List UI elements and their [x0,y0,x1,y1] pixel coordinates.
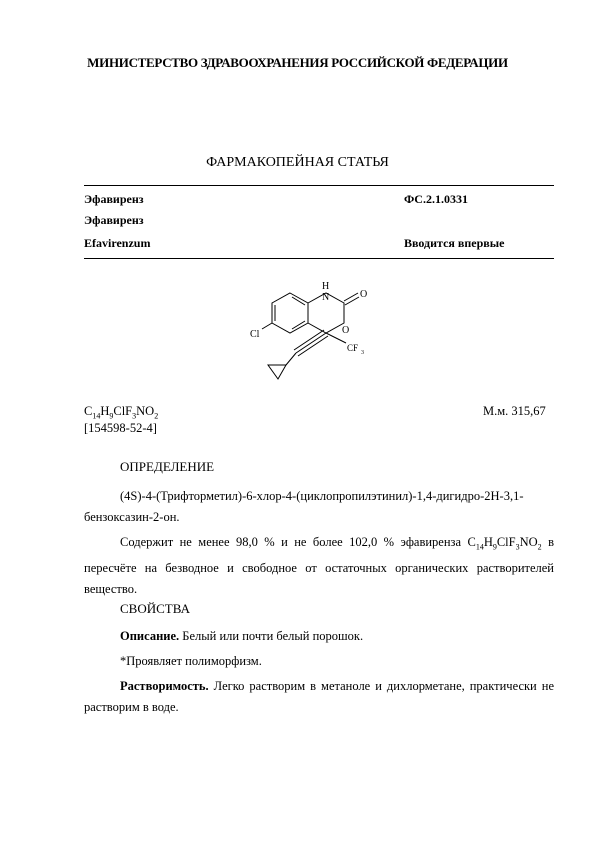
solubility-text: Легко растворим в метаноле и дихлорметане, практически не растворим в воде. [84,679,554,714]
label-n: N [322,292,330,303]
polymorphism-text: *Проявляет полиморфизм. [120,654,262,668]
molecular-weight: М.м. 315,67 [483,404,546,418]
alkyne-cyclopropyl-bond [286,353,296,365]
top-divider [84,185,554,186]
label-o-ring: O [342,325,350,336]
benzene-double-bonds [275,297,305,329]
name-latin: Efavirenzum [84,236,151,250]
document-title: ФАРМАКОПЕЙНАЯ СТАТЬЯ [206,155,389,170]
content-text: Содержит не менее 98,0 % и не более 102,0 % эфавиренза $C_{14}H_9ClF_3NO_2$ в пересчёте на безводное и свободное от остаточных органических растворителей вещество. [84,535,555,596]
bottom-divider [84,258,554,259]
definition-heading: ОПРЕДЕЛЕНИЕ [120,459,215,474]
properties-heading: СВОЙСТВА [120,601,190,616]
definition-text: (4S)-4-(Трифторметил)-6-хлор-4-(циклопропилэтинил)-1,4-дигидро-2H-3,1-бензоксазин-2-он. [84,489,524,524]
structural-formula [250,275,390,390]
description-text: Белый или почти белый порошок. [182,629,364,643]
description-paragraph [84,626,554,647]
name-ru-2: Эфавиренз [84,213,144,227]
molecular-formula: $C_{14}H_9ClF_3NO_2$ [84,404,159,421]
label-h: H [322,281,330,292]
label-o-carbonyl: O [360,289,368,300]
alkyne-bond [294,330,328,356]
solubility-label: Растворимость. [120,679,209,693]
label-cl: Cl [250,329,260,340]
carbonyl-bond-2 [345,297,359,305]
label-cf3-sub: 3 [361,350,364,356]
cas-number: [154598-52-4] [84,421,157,435]
solubility-paragraph [84,676,554,718]
name-ru-1: Эфавиренз [84,192,144,206]
fs-number: ФС.2.1.0331 [404,192,468,206]
description-label: Описание. [120,629,180,643]
status: Вводится впервые [404,236,505,250]
ministry-header: МИНИСТЕРСТВО ЗДРАВООХРАНЕНИЯ РОССИЙСКОЙ ФЕДЕРАЦИИ [87,55,508,70]
cyclopropane-ring [268,365,286,379]
carbonyl-bond [344,293,358,301]
benzene-ring-outline [272,293,308,333]
label-cf3: CF [347,343,359,353]
chlorine-bond [262,323,272,329]
